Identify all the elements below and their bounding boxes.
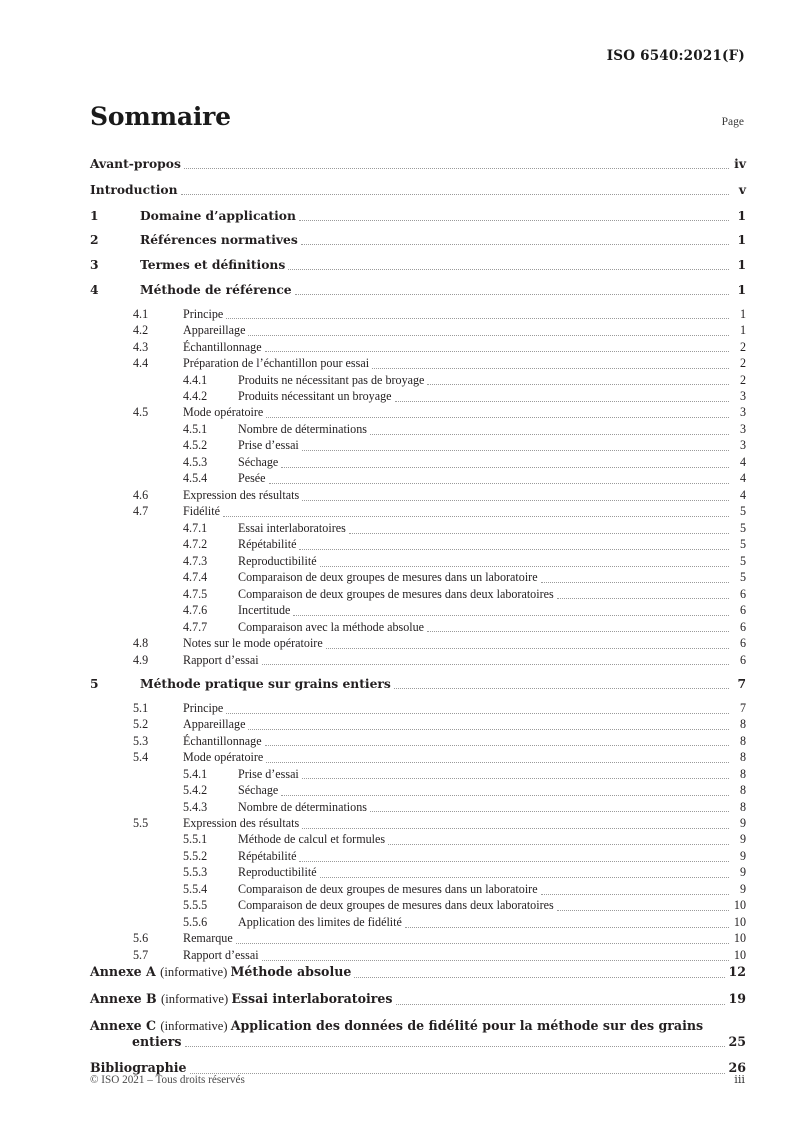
toc-entry-number: 5.5: [133, 815, 149, 830]
toc-dot-leader: [394, 679, 729, 691]
toc-entry-number: 4.7.6: [183, 603, 208, 618]
toc-dot-leader: [236, 935, 729, 947]
toc-dot-leader: [262, 951, 729, 963]
toc-entry-label: Échantillonnage: [183, 733, 262, 748]
toc-entry-number: 5.5.1: [183, 832, 208, 847]
toc-dot-leader: [226, 704, 729, 716]
toc-entry-number: 4.7.4: [183, 570, 208, 585]
toc-dot-leader: [541, 885, 729, 897]
toc-entry-number: 4.4.2: [183, 389, 208, 403]
toc-entry-level-1[interactable]: [90, 257, 746, 273]
annex-title-continued: entiers: [132, 1034, 182, 1050]
toc-entry-number: 5.5.2: [183, 848, 208, 863]
toc-dot-leader: [299, 541, 729, 553]
toc-entry-label: Rapport d’essai: [183, 652, 259, 667]
toc-entry-number: 4.1: [133, 306, 149, 321]
toc-dot-leader: [388, 836, 729, 848]
toc-entry-number: 2: [90, 232, 99, 248]
toc-entry-label: Bibliographie: [90, 1060, 187, 1076]
toc-dot-leader: [427, 623, 729, 635]
document-footer: [90, 1073, 745, 1086]
toc-entry-page-number: 7: [737, 675, 746, 691]
toc-entry-label: Séchage: [238, 454, 279, 469]
toc-dot-leader: [226, 310, 729, 322]
annex-title: Essai interlaboratoires: [231, 991, 393, 1007]
toc-entry-number: 5.5.6: [183, 914, 208, 929]
toc-entry-number: 4.9: [133, 652, 149, 667]
toc-entry-label: Reproductibilité: [238, 553, 317, 568]
toc-entry-number: 4.6: [133, 487, 149, 502]
toc-dot-leader: [262, 656, 729, 668]
toc-entry-page-number: 2: [739, 339, 746, 354]
page-title: Sommaire: [90, 102, 231, 131]
toc-entry-number: 4.4.1: [183, 372, 208, 387]
toc-entry-page-number: 6: [739, 652, 746, 667]
toc-entry-level-3[interactable]: [90, 832, 746, 847]
toc-entry-number: 5.1: [133, 700, 149, 715]
toc-entry-level-2[interactable]: [90, 750, 746, 765]
toc-entry-level-3[interactable]: [90, 587, 746, 602]
toc-dot-leader: [299, 211, 729, 223]
toc-annex-entry[interactable]: [90, 1018, 746, 1049]
toc-entry-number: 4.5.3: [183, 454, 208, 469]
toc-entry-label: Échantillonnage: [183, 339, 262, 354]
annex-title: Méthode absolue: [230, 964, 352, 980]
toc-entry-number: 5.5.5: [183, 898, 208, 913]
toc-entry-number: 5: [90, 675, 99, 691]
toc-entry-label: Avant-propos: [90, 156, 181, 172]
toc-dot-leader: [427, 376, 729, 388]
toc-dot-leader: [557, 902, 729, 914]
toc-entry-level-2[interactable]: [90, 948, 746, 963]
toc-entry-page-number: 8: [739, 733, 746, 748]
toc-dot-leader: [281, 458, 729, 470]
toc-entry-page-number: 10: [733, 898, 746, 913]
toc-entry-page-number: iv: [734, 156, 746, 172]
toc-entry-label: Termes et définitions: [140, 257, 286, 273]
toc-entry-page-number: 8: [739, 717, 746, 732]
toc-dot-leader: [301, 236, 729, 248]
toc-entry-page-number: 4: [739, 487, 746, 502]
toc-entry-page-number: 8: [739, 799, 746, 814]
toc-dot-leader: [181, 185, 729, 197]
toc-dot-leader: [302, 491, 729, 503]
toc-entry-page-number: 8: [739, 766, 746, 781]
toc-dot-leader: [541, 574, 729, 586]
toc-entry-level-2[interactable]: [90, 356, 746, 371]
annex-title: Application des données de fidélité pour la méthode sur des grains: [230, 1018, 704, 1034]
toc-entry-page-number: 3: [739, 389, 746, 403]
annex-name: Annexe B: [90, 991, 162, 1007]
toc-dot-leader: [281, 786, 729, 798]
toc-entry-number: 5.5.4: [183, 881, 208, 896]
toc-entry-number: 4.7.3: [183, 553, 208, 568]
toc-entry-page-number: 5: [739, 520, 746, 535]
toc-entry-level-3[interactable]: [90, 570, 746, 585]
toc-entry-label: Prise d’essai: [238, 766, 299, 781]
toc-entry-label: Fidélité: [183, 504, 220, 519]
toc-entry-page-number: 9: [739, 815, 746, 830]
toc-dot-leader: [396, 995, 725, 1008]
toc-entry-page-number: 5: [739, 553, 746, 568]
toc-entry-label: Méthode de calcul et formules: [238, 832, 386, 847]
toc-dot-leader: [320, 869, 729, 881]
toc-entry-level-2[interactable]: [90, 701, 746, 716]
toc-entry-number: 5.6: [133, 931, 149, 946]
annex-name: Annexe C: [90, 1018, 161, 1034]
toc-entry-page-number: 1: [739, 306, 746, 321]
toc-entry-page-number: 6: [739, 636, 746, 651]
annex-status: (informative): [161, 992, 232, 1007]
copyright-notice: © ISO 2021 – Tous droits réservés: [90, 1074, 245, 1086]
toc-entry-page-number: 6: [739, 586, 746, 601]
toc-entry-label: Répétabilité: [238, 848, 297, 863]
toc-entry-level-2[interactable]: [90, 488, 746, 503]
toc-dot-leader: [269, 475, 729, 487]
annex-status: (informative): [160, 965, 231, 980]
toc-entry-label: Mode opératoire: [183, 405, 264, 420]
toc-front-matter-entry[interactable]: [90, 182, 746, 198]
toc-entry-level-1[interactable]: [90, 232, 746, 248]
toc-entry-page-number: 1: [737, 232, 746, 248]
toc-entry-label: Nombre de déterminations: [238, 421, 367, 436]
toc-entry-number: 4.7.5: [183, 586, 208, 601]
toc-entry-page-number: 8: [739, 783, 746, 798]
toc-entry-label: Comparaison de deux groupes de mesures dans un laboratoire: [238, 881, 538, 896]
toc-entry-label: Introduction: [90, 181, 178, 197]
annex-status: (informative): [160, 1019, 231, 1034]
toc-entry-level-3[interactable]: [90, 373, 746, 388]
toc-dot-leader: [370, 803, 729, 815]
toc-entry-page-number: 4: [739, 471, 746, 486]
toc-entry-label: Notes sur le mode opératoire: [183, 636, 323, 651]
toc-annex-page-number: 12: [728, 964, 746, 980]
toc-entry-level-3[interactable]: [90, 865, 746, 880]
toc-dot-leader: [326, 639, 729, 651]
toc-entry-level-2[interactable]: [90, 323, 746, 338]
toc-entry-number: 5.7: [133, 947, 149, 962]
toc-entry-label: Incertitude: [238, 603, 291, 618]
toc-entry-label: Comparaison de deux groupes de mesures dans deux laboratoires: [238, 898, 554, 913]
toc-dot-leader: [248, 721, 729, 733]
toc-entry-level-3[interactable]: [90, 800, 746, 815]
toc-dot-leader: [248, 327, 729, 339]
toc-dot-leader: [349, 524, 729, 536]
toc-annex-page-number: 25: [728, 1034, 746, 1050]
toc-entry-level-1[interactable]: [90, 676, 746, 692]
page-column-header: Page: [721, 116, 744, 128]
toc-entry-level-2[interactable]: [90, 816, 746, 831]
toc-entry-number: 4.2: [133, 323, 149, 338]
toc-entry-label: [90, 964, 354, 980]
toc-entry-label: Prise d’essai: [238, 438, 299, 453]
toc-entry-page-number: 9: [739, 832, 746, 847]
toc-entry-number: 4.7.1: [183, 520, 208, 535]
toc-entry-number: 4.7: [133, 504, 149, 519]
toc-entry-level-3[interactable]: [90, 389, 746, 404]
toc-dot-leader: [266, 753, 729, 765]
toc-entry-page-number: 9: [739, 865, 746, 880]
toc-entry-page-number: 9: [739, 848, 746, 863]
toc-entry-number: 4.8: [133, 636, 149, 651]
toc-entry-level-3[interactable]: [90, 603, 746, 618]
toc-entry-label: [90, 991, 396, 1007]
toc-dot-leader: [557, 590, 729, 602]
toc-entry-label: Préparation de l’échantillon pour essai: [183, 356, 370, 371]
toc-entry-label: Principe: [183, 306, 224, 321]
toc-entry-label: Rapport d’essai: [183, 947, 259, 962]
toc-entry-page-number: 1: [737, 257, 746, 273]
toc-dot-leader: [184, 160, 729, 172]
toc-entry-page-number: 3: [739, 405, 746, 420]
toc-entry-level-3[interactable]: [90, 767, 746, 782]
toc-dot-leader: [320, 557, 729, 569]
document-header: [90, 48, 745, 64]
toc-entry-number: 4.5.4: [183, 471, 208, 486]
toc-entry-label: Application des limites de fidélité: [238, 914, 402, 929]
toc-dot-leader: [295, 285, 729, 297]
toc-dot-leader: [299, 852, 729, 864]
toc-entry-page-number: 10: [733, 947, 746, 962]
toc-entry-level-3[interactable]: [90, 620, 746, 635]
toc-entry-level-3[interactable]: [90, 849, 746, 864]
toc-entry-label: Produits nécessitant un broyage: [238, 389, 392, 403]
toc-entry-label: Nombre de déterminations: [238, 799, 367, 814]
toc-entry-number: 3: [90, 257, 99, 273]
toc-entry-page-number: 5: [739, 537, 746, 552]
toc-entry-page-number: 3: [739, 421, 746, 436]
toc-entry-label: Appareillage: [183, 717, 246, 732]
toc-entry-number: 5.2: [133, 717, 149, 732]
toc-entry-page-number: 9: [739, 881, 746, 896]
toc-dot-leader: [302, 770, 729, 782]
toc-entry-label: Principe: [183, 700, 224, 715]
toc-entry-page-number: 1: [737, 281, 746, 297]
toc-entry-label: Comparaison avec la méthode absolue: [238, 619, 425, 634]
toc-entry-level-2[interactable]: [90, 504, 746, 519]
toc-entry-label: Mode opératoire: [183, 750, 264, 765]
toc-entry-page-number: 6: [739, 603, 746, 618]
toc-entry-level-2[interactable]: [90, 307, 746, 322]
toc-dot-leader: [302, 442, 729, 454]
toc-annex-entry[interactable]: [90, 991, 746, 1007]
toc-entry-level-2[interactable]: [90, 340, 746, 355]
toc-entry-number: 4: [90, 281, 99, 297]
toc-entry-level-3[interactable]: [90, 438, 746, 453]
toc-title-row: [90, 104, 746, 130]
toc-entry-number: 5.5.3: [183, 865, 208, 880]
toc-entry-label: Références normatives: [140, 232, 298, 248]
toc-entry-label: Appareillage: [183, 323, 246, 338]
toc-entry-number: 5.4.1: [183, 766, 208, 781]
toc-dot-leader: [223, 508, 729, 520]
toc-entry-level-3[interactable]: [90, 882, 746, 897]
toc-entry-page-number: 8: [739, 750, 746, 765]
toc-entry-number: 5.4: [133, 750, 149, 765]
toc-entry-level-2[interactable]: [90, 734, 746, 749]
toc-entry-number: 4.5.1: [183, 421, 208, 436]
toc-entry-list: [90, 156, 746, 1076]
toc-dot-leader: [302, 819, 729, 831]
toc-entry-number: 4.5: [133, 405, 149, 420]
toc-dot-leader: [288, 261, 729, 273]
toc-entry-level-2[interactable]: [90, 636, 746, 651]
toc-entry-number: 5.4.3: [183, 799, 208, 814]
toc-entry-label: Reproductibilité: [238, 865, 317, 880]
toc-entry-level-3[interactable]: [90, 521, 746, 536]
toc-entry-label: Domaine d’application: [140, 207, 296, 223]
toc-dot-leader: [354, 968, 725, 981]
toc-entry-page-number: 4: [739, 454, 746, 469]
annex-name: Annexe A: [90, 964, 161, 980]
toc-entry-level-2[interactable]: [90, 405, 746, 420]
toc-entry-page-number: 1: [737, 207, 746, 223]
toc-entry-number: 4.4: [133, 356, 149, 371]
standard-reference: ISO 6540:2021(F): [606, 48, 745, 64]
toc-entry-page-number: 2: [739, 372, 746, 387]
toc-entry-label: Répétabilité: [238, 537, 297, 552]
toc-entry-label: Méthode de référence: [140, 281, 292, 297]
toc-entry-number: 4.3: [133, 339, 149, 354]
toc-entry-page-number: 3: [739, 438, 746, 453]
toc-entry-page-number: 5: [739, 504, 746, 519]
toc-entry-number: 4.7.7: [183, 619, 208, 634]
toc-dot-leader: [405, 918, 729, 930]
toc-entry-level-1[interactable]: [90, 282, 746, 298]
toc-dot-leader: [293, 606, 729, 618]
toc-dot-leader: [185, 1037, 725, 1050]
toc-entry-page-number: v: [738, 181, 746, 197]
page-folio: iii: [734, 1073, 745, 1086]
toc-entry-label: Remarque: [183, 931, 233, 946]
toc-entry-label: Produits ne nécessitant pas de broyage: [238, 372, 425, 387]
toc-dot-leader: [395, 392, 730, 404]
toc-annex-page-number: 19: [728, 991, 746, 1007]
toc-entry-level-2[interactable]: [90, 931, 746, 946]
toc-entry-level-3[interactable]: [90, 471, 746, 486]
toc-entry-level-3[interactable]: [90, 554, 746, 569]
toc-entry-number: 1: [90, 207, 99, 223]
toc-entry-level-3[interactable]: [90, 915, 746, 930]
toc-entry-number: 5.3: [133, 733, 149, 748]
toc-entry-page-number: 5: [739, 570, 746, 585]
toc-entry-number: 4.7.2: [183, 537, 208, 552]
toc-entry-level-3[interactable]: [90, 422, 746, 437]
toc-entry-page-number: 10: [733, 914, 746, 929]
toc-entry-level-2[interactable]: [90, 653, 746, 668]
toc-entry-number: 5.4.2: [183, 783, 208, 798]
toc-entry-level-3[interactable]: [90, 898, 746, 913]
toc-entry-level-3[interactable]: [90, 537, 746, 552]
toc-entry-label: Comparaison de deux groupes de mesures dans deux laboratoires: [238, 586, 554, 601]
toc-entry-label: Méthode pratique sur grains entiers: [140, 675, 391, 691]
toc-entry-level-3[interactable]: [90, 783, 746, 798]
toc-entry-label: Expression des résultats: [183, 815, 300, 830]
toc-entry-label: Expression des résultats: [183, 487, 300, 502]
toc-entry-label: Comparaison de deux groupes de mesures dans un laboratoire: [238, 570, 538, 585]
toc-entry-label: Essai interlaboratoires: [238, 520, 346, 535]
toc-entry-level-2[interactable]: [90, 717, 746, 732]
toc-entry-page-number: 7: [739, 700, 746, 715]
toc-dot-leader: [265, 737, 729, 749]
table-of-contents: [90, 104, 746, 1077]
toc-entry-level-3[interactable]: [90, 455, 746, 470]
toc-entry-page-number: 10: [733, 931, 746, 946]
toc-entry-page-number: 6: [739, 619, 746, 634]
toc-bibliography-page-number: 26: [728, 1060, 746, 1076]
toc-dot-leader: [370, 425, 729, 437]
toc-entry-label: Séchage: [238, 783, 279, 798]
toc-annex-entry[interactable]: [90, 964, 746, 980]
toc-entry-level-1[interactable]: [90, 208, 746, 224]
toc-dot-leader: [266, 409, 729, 421]
toc-entry-number: 4.5.2: [183, 438, 208, 453]
toc-entry-page-number: 2: [739, 356, 746, 371]
toc-dot-leader: [372, 359, 729, 371]
toc-entry-label: Pesée: [238, 471, 266, 486]
toc-front-matter-entry[interactable]: [90, 156, 746, 172]
toc-entry-page-number: 1: [739, 323, 746, 338]
toc-dot-leader: [265, 343, 729, 355]
